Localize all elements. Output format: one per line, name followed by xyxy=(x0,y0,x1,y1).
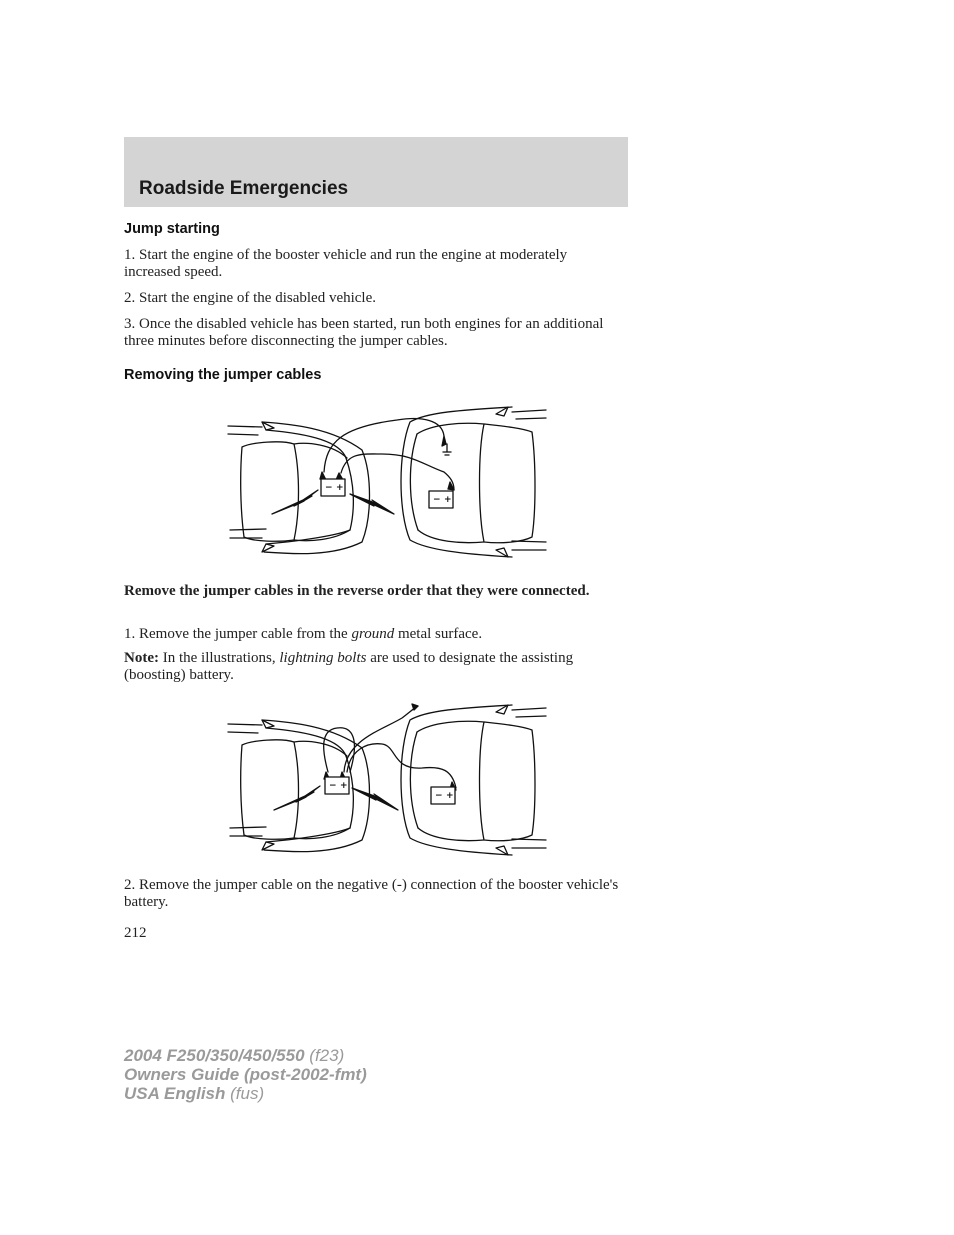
battery-positive-symbol: + xyxy=(340,781,348,791)
reverse-order-warning: Remove the jumper cables in the reverse order that they were connected. xyxy=(124,583,590,599)
battery-negative-symbol: − xyxy=(325,483,333,493)
footer-line-1 xyxy=(124,1046,524,1065)
remove-step-2: 2. Remove the jumper cable on the negative (-) connection of the booster vehicle's battery. xyxy=(124,877,619,910)
battery-positive-symbol: + xyxy=(444,495,452,505)
footer-line-2 xyxy=(124,1065,524,1084)
note-suffix: are used to designate the assisting (boosting) battery. xyxy=(124,650,574,683)
footer-language: USA English xyxy=(124,1084,226,1103)
battery-positive-symbol: + xyxy=(336,483,344,493)
note-label: Note: xyxy=(124,650,159,666)
jump-step-3: 3. Once the disabled vehicle has been started, run both engines for an additional three minutes before disconnecting the jumper cables. xyxy=(124,316,604,349)
note-text: In the illustrations, xyxy=(158,650,280,666)
jumper-cables-illustration-1 xyxy=(222,402,552,564)
battery-negative-symbol: − xyxy=(435,791,443,801)
remove-step-1-suffix: metal surface. xyxy=(394,626,483,642)
section-title: Roadside Emergencies xyxy=(139,178,349,199)
footer-model-code: (f23) xyxy=(304,1046,345,1065)
document-footer xyxy=(124,1046,524,1103)
footer-guide-format: Owners Guide (post-2002-fmt) xyxy=(124,1065,367,1084)
removing-cables-heading: Removing the jumper cables xyxy=(124,367,322,383)
lightning-bolts-emphasis: lightning bolts xyxy=(279,650,367,666)
section-header-band xyxy=(124,137,628,207)
vehicles-diagram-2 xyxy=(222,700,552,862)
vehicles-diagram-1 xyxy=(222,402,552,564)
jumper-cables-illustration-2 xyxy=(222,700,552,862)
page-number: 212 xyxy=(124,925,147,941)
jump-step-1: 1. Start the engine of the booster vehicle and run the engine at moderately increased speed. xyxy=(124,247,568,280)
remove-step-1 xyxy=(124,626,624,643)
footer-line-3 xyxy=(124,1084,524,1103)
footer-language-code: (fus) xyxy=(225,1084,265,1103)
jump-starting-heading: Jump starting xyxy=(124,221,220,237)
battery-positive-symbol: + xyxy=(446,791,454,801)
footer-model: 2004 F250/350/450/550 xyxy=(124,1046,305,1065)
battery-negative-symbol: − xyxy=(329,781,337,791)
jump-step-2: 2. Start the engine of the disabled vehicle. xyxy=(124,290,377,306)
ground-emphasis: ground xyxy=(351,626,395,642)
lightning-bolt-note xyxy=(124,650,624,684)
battery-negative-symbol: − xyxy=(433,495,441,505)
remove-step-1-text: 1. Remove the jumper cable from the xyxy=(124,626,352,642)
